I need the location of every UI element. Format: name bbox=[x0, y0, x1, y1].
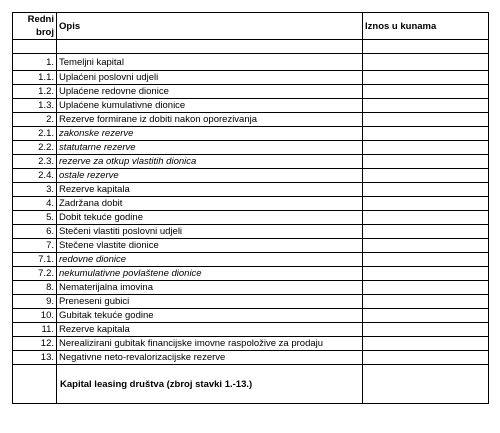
row-description: Gubitak tekuće godine bbox=[57, 309, 363, 323]
total-row bbox=[13, 365, 489, 404]
header-opis: Opis bbox=[57, 13, 363, 40]
row-number: 7.1. bbox=[13, 253, 57, 267]
row-amount-cell[interactable] bbox=[363, 323, 489, 337]
table-row bbox=[13, 323, 489, 337]
row-description: Stečene vlastite dionice bbox=[57, 239, 363, 253]
row-amount-cell[interactable] bbox=[363, 197, 489, 211]
row-amount-cell[interactable] bbox=[363, 267, 489, 281]
header-no-line2: broj bbox=[36, 27, 54, 38]
row-description: Rezerve kapitala bbox=[57, 183, 363, 197]
row-amount-cell[interactable] bbox=[363, 141, 489, 155]
row-amount-cell[interactable] bbox=[363, 253, 489, 267]
row-number: 4. bbox=[13, 197, 57, 211]
row-description: rezerve za otkup vlastitih dionica bbox=[57, 155, 363, 169]
table-row bbox=[13, 337, 489, 351]
row-description: Dobit tekuće godine bbox=[57, 211, 363, 225]
row-description: statutarne rezerve bbox=[57, 141, 363, 155]
row-description: Rezerve kapitala bbox=[57, 323, 363, 337]
row-number: 10. bbox=[13, 309, 57, 323]
row-number: 8. bbox=[13, 281, 57, 295]
row-description: Negativne neto-revalorizacijske rezerve bbox=[57, 351, 363, 365]
row-number: 5. bbox=[13, 211, 57, 225]
row-amount-cell[interactable] bbox=[363, 281, 489, 295]
table-row bbox=[13, 71, 489, 85]
row-amount-cell[interactable] bbox=[363, 211, 489, 225]
row-amount-cell[interactable] bbox=[363, 127, 489, 141]
row-amount-cell[interactable] bbox=[363, 225, 489, 239]
row-description: nekumulativne povlaštene dionice bbox=[57, 267, 363, 281]
table-row bbox=[13, 281, 489, 295]
table-row bbox=[13, 239, 489, 253]
row-amount-cell[interactable] bbox=[363, 337, 489, 351]
spacer-row bbox=[13, 40, 489, 54]
row-description: ostale rezerve bbox=[57, 169, 363, 183]
table-header-row bbox=[13, 13, 489, 40]
row-number: 13. bbox=[13, 351, 57, 365]
table-total-body bbox=[13, 365, 489, 404]
row-amount-cell[interactable] bbox=[363, 309, 489, 323]
row-amount-cell[interactable] bbox=[363, 113, 489, 127]
row-amount-cell[interactable] bbox=[363, 71, 489, 85]
row-number: 1.3. bbox=[13, 99, 57, 113]
row-description: Nematerijalna imovina bbox=[57, 281, 363, 295]
row-description: Temeljni kapital bbox=[57, 54, 363, 71]
row-description: Zadržana dobit bbox=[57, 197, 363, 211]
row-number: 1.2. bbox=[13, 85, 57, 99]
row-amount-cell[interactable] bbox=[363, 351, 489, 365]
table-row bbox=[13, 225, 489, 239]
row-amount-cell[interactable] bbox=[363, 169, 489, 183]
row-number: 11. bbox=[13, 323, 57, 337]
row-amount-cell[interactable] bbox=[363, 183, 489, 197]
row-number: 7. bbox=[13, 239, 57, 253]
capital-table bbox=[12, 12, 489, 404]
row-number: 12. bbox=[13, 337, 57, 351]
row-description: redovne dionice bbox=[57, 253, 363, 267]
table-row bbox=[13, 113, 489, 127]
row-description: Preneseni gubici bbox=[57, 295, 363, 309]
row-number: 3. bbox=[13, 183, 57, 197]
row-number: 1. bbox=[13, 54, 57, 71]
header-no-line1: Redni bbox=[27, 14, 54, 25]
header-iznos: Iznos u kunama bbox=[363, 13, 489, 40]
row-description: Uplaćene kumulativne dionice bbox=[57, 99, 363, 113]
row-description: Nerealizirani gubitak financijske imovne raspoložive za prodaju bbox=[57, 337, 363, 351]
row-number: 1.1. bbox=[13, 71, 57, 85]
row-amount-cell[interactable] bbox=[363, 99, 489, 113]
row-amount-cell[interactable] bbox=[363, 155, 489, 169]
table-row bbox=[13, 141, 489, 155]
total-description: Kapital leasing društva (zbroj stavki 1.-13.) bbox=[57, 365, 363, 404]
table-row bbox=[13, 211, 489, 225]
row-description: Stečeni vlastiti poslovni udjeli bbox=[57, 225, 363, 239]
table-row bbox=[13, 351, 489, 365]
row-amount-cell[interactable] bbox=[363, 54, 489, 71]
spacer-cell bbox=[13, 40, 57, 54]
row-number: 7.2. bbox=[13, 267, 57, 281]
table-row bbox=[13, 99, 489, 113]
row-amount-cell[interactable] bbox=[363, 239, 489, 253]
table-row bbox=[13, 169, 489, 183]
table-body bbox=[13, 40, 489, 365]
row-number: 2.1. bbox=[13, 127, 57, 141]
row-description: Uplaćene redovne dionice bbox=[57, 85, 363, 99]
total-no-cell bbox=[13, 365, 57, 404]
total-amount-cell[interactable] bbox=[363, 365, 489, 404]
table-row bbox=[13, 127, 489, 141]
row-number: 6. bbox=[13, 225, 57, 239]
table-row bbox=[13, 85, 489, 99]
header-redni-broj bbox=[13, 13, 57, 40]
spacer-cell bbox=[57, 40, 363, 54]
row-number: 2. bbox=[13, 113, 57, 127]
table-row bbox=[13, 54, 489, 71]
row-description: Uplaćeni poslovni udjeli bbox=[57, 71, 363, 85]
table-row bbox=[13, 253, 489, 267]
table-row bbox=[13, 267, 489, 281]
table-row bbox=[13, 183, 489, 197]
row-number: 2.2. bbox=[13, 141, 57, 155]
row-description: Rezerve formirane iz dobiti nakon oporezivanja bbox=[57, 113, 363, 127]
row-number: 2.4. bbox=[13, 169, 57, 183]
spacer-cell bbox=[363, 40, 489, 54]
row-number: 9. bbox=[13, 295, 57, 309]
row-description: zakonske rezerve bbox=[57, 127, 363, 141]
row-amount-cell[interactable] bbox=[363, 85, 489, 99]
row-amount-cell[interactable] bbox=[363, 295, 489, 309]
table-row bbox=[13, 155, 489, 169]
table-row bbox=[13, 309, 489, 323]
row-number: 2.3. bbox=[13, 155, 57, 169]
table-row bbox=[13, 295, 489, 309]
table-row bbox=[13, 197, 489, 211]
